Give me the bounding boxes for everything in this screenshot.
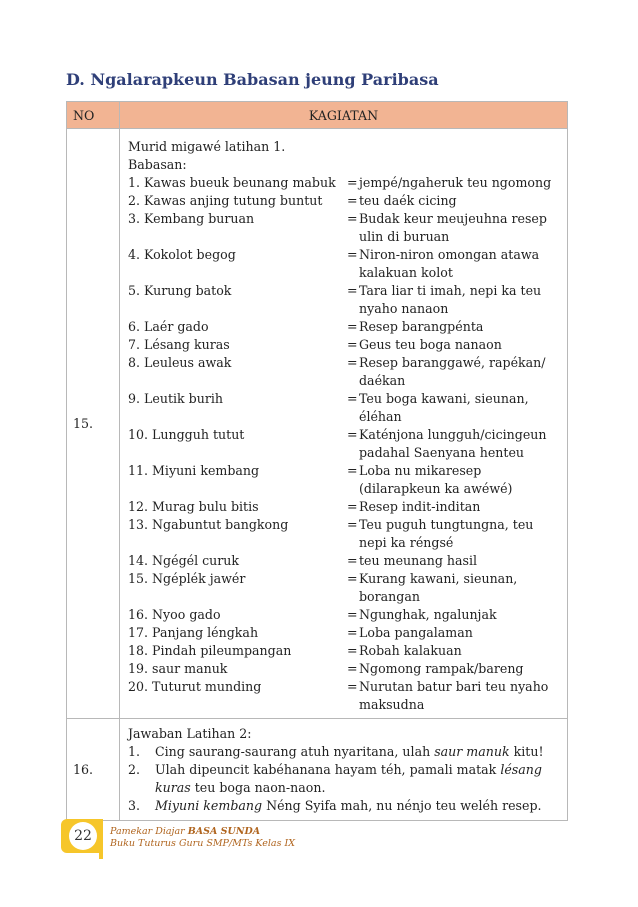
equals-sign: = [347, 463, 358, 478]
answer-post: kitu! [509, 744, 544, 759]
babasan-item [128, 552, 561, 570]
answer-item [128, 743, 561, 761]
answer-emphasis: saur manuk [434, 744, 510, 759]
babasan-meaning: Loba nu mikaresep (dilarapkeun ka awéwé) [359, 463, 513, 496]
footer-text [110, 826, 295, 850]
activity-table [66, 101, 568, 821]
table-row-16 [67, 719, 568, 821]
answer-number: 1. [128, 744, 141, 759]
equals-sign: = [347, 247, 358, 262]
equals-sign: = [347, 427, 358, 442]
babasan-term: 9. Leutik burih [128, 391, 224, 406]
header-kagiatan: KAGIATAN [120, 102, 568, 129]
page-number: 22 [69, 822, 97, 850]
equals-sign: = [347, 643, 358, 658]
row-content-15 [120, 129, 568, 719]
babasan-term: 1. Kawas bueuk beunang mabuk [128, 175, 336, 190]
equals-sign: = [347, 193, 358, 208]
babasan-term: 13. Ngabuntut bangkong [128, 517, 289, 532]
equals-sign: = [347, 661, 358, 676]
babasan-meaning: Robah kalakuan [359, 643, 462, 658]
babasan-item [128, 390, 561, 426]
babasan-item [128, 282, 561, 318]
answer-post: Néng Syifa mah, nu nénjo teu weléh resep. [262, 798, 542, 813]
equals-sign: = [347, 211, 358, 226]
babasan-term: 16. Nyoo gado [128, 607, 221, 622]
equals-sign: = [347, 679, 358, 694]
row16-heading: Jawaban Latihan 2: [128, 726, 252, 741]
babasan-term: 15. Ngéplék jawér [128, 571, 246, 586]
babasan-term: 18. Pindah pileumpangan [128, 643, 292, 658]
equals-sign: = [347, 571, 358, 586]
babasan-item [128, 606, 561, 624]
babasan-meaning: Resep indit-inditan [359, 499, 481, 514]
answer-number: 2. [128, 762, 141, 777]
answer-list [128, 743, 561, 815]
equals-sign: = [347, 337, 358, 352]
row15-intro: Murid migawé latihan 1. [128, 139, 286, 154]
babasan-item [128, 642, 561, 660]
babasan-term: 6. Laér gado [128, 319, 209, 334]
babasan-item [128, 498, 561, 516]
babasan-term: 4. Kokolot begog [128, 247, 236, 262]
answer-text [155, 797, 561, 815]
equals-sign: = [347, 499, 358, 514]
babasan-item [128, 678, 561, 714]
babasan-meaning: jempé/ngaheruk teu ngomong [359, 175, 552, 190]
row-content-16 [120, 719, 568, 821]
babasan-term: 17. Panjang léngkah [128, 625, 259, 640]
babasan-list [128, 174, 561, 714]
equals-sign: = [347, 517, 358, 532]
answer-pre: Cing saurang-saurang atuh nyaritana, ulah [155, 744, 435, 759]
babasan-term: 11. Miyuni kembang [128, 463, 260, 478]
babasan-item [128, 426, 561, 462]
answer-text [155, 743, 561, 761]
babasan-term: 14. Ngégél curuk [128, 553, 240, 568]
equals-sign: = [347, 319, 358, 334]
babasan-meaning: teu meunang hasil [359, 553, 478, 568]
babasan-term: 20. Tuturut munding [128, 679, 262, 694]
babasan-term: 5. Kurung batok [128, 283, 232, 298]
babasan-item [128, 210, 561, 246]
babasan-meaning: Budak keur meujeuhna resep ulin di buruan [359, 211, 547, 244]
babasan-term: 10. Lungguh tutut [128, 427, 245, 442]
section-title: D. Ngalarapkeun Babasan jeung Paribasa [66, 70, 439, 89]
footer-divider [99, 819, 103, 859]
footer-book-subtitle: Buku Tuturus Guru SMP/MTs Kelas IX [110, 838, 295, 849]
babasan-item [128, 174, 561, 192]
answer-item [128, 797, 561, 815]
equals-sign: = [347, 355, 358, 370]
babasan-item [128, 570, 561, 606]
babasan-meaning: Geus teu boga nanaon [359, 337, 502, 352]
answer-pre: Ulah dipeuncit kabéhanana hayam téh, pamali matak [155, 762, 501, 777]
equals-sign: = [347, 553, 358, 568]
equals-sign: = [347, 391, 358, 406]
babasan-item [128, 318, 561, 336]
footer-book-prefix: Pamekar Diajar [110, 826, 188, 837]
babasan-meaning: Kurang kawani, sieunan, borangan [359, 571, 518, 604]
babasan-meaning: Loba pangalaman [359, 625, 473, 640]
babasan-meaning: teu daék cicing [359, 193, 457, 208]
equals-sign: = [347, 625, 358, 640]
babasan-item [128, 462, 561, 498]
babasan-term: 12. Murag bulu bitis [128, 499, 259, 514]
babasan-item [128, 354, 561, 390]
babasan-item [128, 192, 561, 210]
babasan-item [128, 660, 561, 678]
answer-post: teu boga naon-naon. [190, 780, 326, 795]
babasan-item [128, 336, 561, 354]
babasan-term: 8. Leuleus awak [128, 355, 232, 370]
babasan-term: 19. saur manuk [128, 661, 228, 676]
babasan-meaning: Resep baranggawé, rapékan/ daékan [359, 355, 546, 388]
babasan-meaning: Nurutan batur bari teu nyaho maksudna [359, 679, 549, 712]
babasan-meaning: Teu boga kawani, sieunan, éléhan [359, 391, 529, 424]
babasan-meaning: Tara liar ti imah, nepi ka teu nyaho nanaon [359, 283, 542, 316]
babasan-meaning: Niron-niron omongan atawa kalakuan kolot [359, 247, 540, 280]
babasan-meaning: Teu puguh tungtungna, teu nepi ka réngsé [359, 517, 534, 550]
babasan-meaning: Resep barangpénta [359, 319, 484, 334]
equals-sign: = [347, 283, 358, 298]
header-no: NO [67, 102, 120, 129]
answer-number: 3. [128, 798, 141, 813]
babasan-term: 2. Kawas anjing tutung buntut [128, 193, 323, 208]
footer-book-subject: BASA SUNDA [187, 826, 261, 837]
row-number-15: 15. [67, 129, 120, 719]
babasan-meaning: Ngomong rampak/bareng [359, 661, 524, 676]
table-header-row [67, 102, 568, 129]
babasan-term: 3. Kembang buruan [128, 211, 255, 226]
row15-subhead: Babasan: [128, 157, 187, 172]
answer-item [128, 761, 561, 797]
babasan-meaning: Ngunghak, ngalunjak [359, 607, 497, 622]
babasan-item [128, 516, 561, 552]
babasan-item [128, 624, 561, 642]
babasan-term: 7. Lésang kuras [128, 337, 230, 352]
row-number-16: 16. [67, 719, 120, 821]
equals-sign: = [347, 175, 358, 190]
page-number-badge [61, 819, 99, 853]
answer-emphasis: lésang kuras [155, 762, 542, 795]
babasan-item [128, 246, 561, 282]
answer-text [155, 761, 561, 797]
babasan-meaning: Katénjona lungguh/cicingeun padahal Saenyana henteu [359, 427, 547, 460]
table-row-15 [67, 129, 568, 719]
answer-emphasis: Miyuni kembang [155, 798, 263, 813]
equals-sign: = [347, 607, 358, 622]
